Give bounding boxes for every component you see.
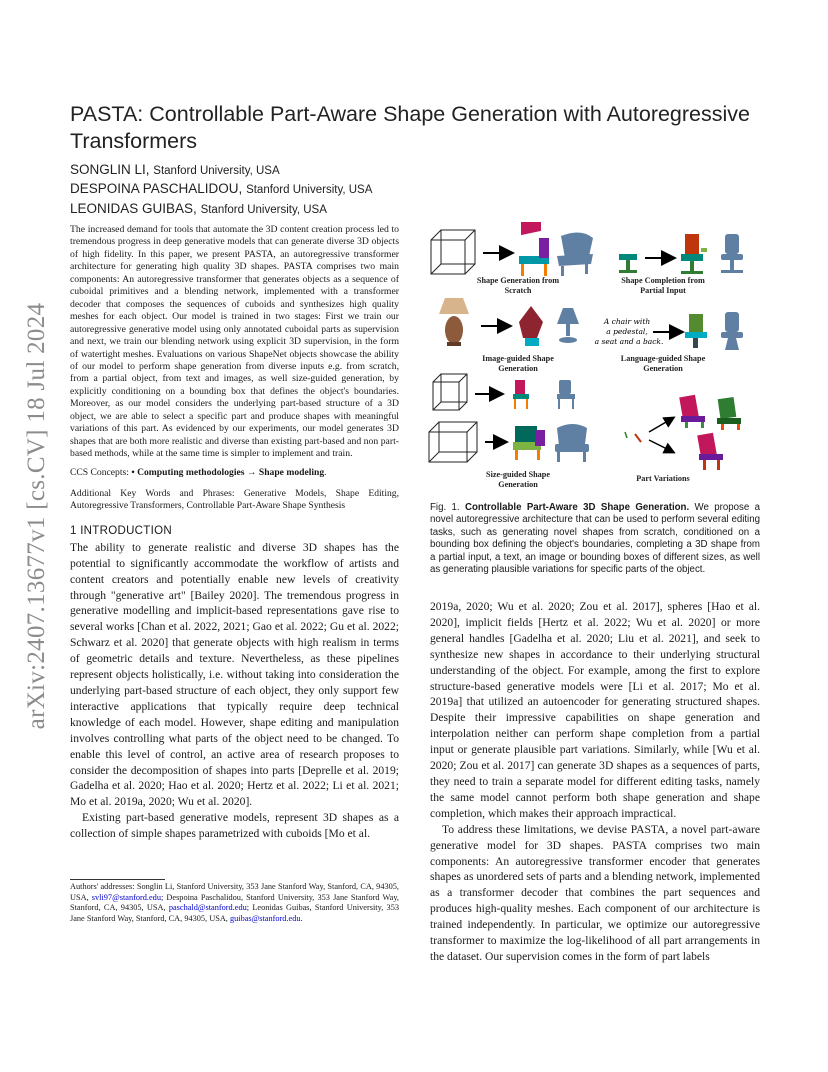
email-link-li[interactable]: svli97@stanford.edu xyxy=(91,892,161,902)
language-prompt-line-1: A chair with xyxy=(603,317,651,326)
arxiv-sidebar xyxy=(22,296,52,736)
completed-chair-icon xyxy=(681,234,707,274)
lamp-mesh-icon xyxy=(557,308,579,343)
language-chair-parts-icon xyxy=(685,314,707,348)
author-name: SONGLIN LI, xyxy=(70,162,150,177)
ccs-prefix: CCS Concepts: xyxy=(70,466,132,478)
size-guided-chair-large-icon xyxy=(513,426,545,460)
intro-paragraph-2: Existing part-based generative models, represent 3D shapes as a collection of simple shapes parametrized with cuboids [Mo et al. xyxy=(70,811,399,841)
table-lamp-image-icon xyxy=(439,298,469,346)
ccs-suffix: . xyxy=(324,466,327,478)
email-link-guibas[interactable]: guibas@stanford.edu xyxy=(229,913,301,923)
footnote-rule xyxy=(70,879,165,880)
keywords: Additional Key Words and Phrases: Generative Models, Shape Editing, Autoregressive Transformers, Controllable Part-Aware Shape Synthesis xyxy=(70,488,399,512)
partial-chair-icon xyxy=(619,254,637,273)
email-link-paschalidou[interactable]: paschald@stanford.edu xyxy=(168,903,247,913)
left-column xyxy=(70,224,399,842)
intro-paragraph-1: The ability to generate realistic and diverse 3D shapes has the potential to significantly accommodate the workflow of artists and content creators and potentially enable new levels of creativity through "generative art" [Bailey 2020]. The tremendous progress in generative modelling and implicit-based representations gave rise to several works [Chan et al. 2022, 2021; Gao et al. 2022; Gu et al. 2022; Schwarz et al. 2020] that generate objects with high realism in terms of geometric details and texture. Nevertheless, as these pipelines represent objects holistically, i.e. without taking into consideration the underlying part-based structure of each object, they only support few interactive applications that typically require deep technical knowledge of each model. However, shape editing and manipulation involves controlling what parts of the object need to be changed. To enable this level of control, an active area of research proposes to consider the decomposition of shapes into parts [Deprelle et al. 2019; Gadelha et al. 2020; Hao et al. 2020; Hertz et al. 2022; Li et al. 2021; Mo et al. 2019a, 2020; Wu et al. 2020]. xyxy=(70,540,399,809)
paper-title: PASTA: Controllable Part-Aware Shape Generation with Autoregressive Transformers xyxy=(70,102,750,153)
author-affiliation: Stanford University, USA xyxy=(246,184,373,196)
office-chair-mesh-icon xyxy=(721,234,743,273)
variation-chair-2-icon xyxy=(717,397,741,430)
ccs-concepts xyxy=(70,467,399,479)
label-image-guided: Image-guided Shape Generation xyxy=(482,354,554,373)
footnote-text: Authors' addresses: Songlin Li, Stanford University, 353 Jane Stanford Way, Stanford, CA, 94305, USA, xyxy=(70,882,399,902)
size-guided-chair-small-icon xyxy=(513,380,529,409)
label-language-guided: Language-guided Shape Generation xyxy=(620,354,706,373)
bounding-box-icon xyxy=(433,374,467,410)
figure-1-caption xyxy=(430,502,760,576)
caption-prefix: Fig. 1. xyxy=(430,502,460,513)
author-name: DESPOINA PASCHALIDOU, xyxy=(70,181,243,196)
label-size-guided: Size-guided Shape Generation xyxy=(486,470,550,489)
label-shape-generation-from-scratch: Shape Generation from Scratch xyxy=(476,276,560,295)
figure-1 xyxy=(423,222,763,494)
author-2 xyxy=(70,181,372,196)
lamp-parts-icon xyxy=(519,306,543,346)
language-prompt-line-2: a pedestal, xyxy=(606,327,648,336)
author-1 xyxy=(70,162,280,177)
right-column xyxy=(430,599,760,965)
label-part-variations: Part Variations xyxy=(636,474,690,483)
author-name: LEONIDAS GUIBAS, xyxy=(70,201,197,216)
section-heading-introduction: 1 INTRODUCTION xyxy=(70,524,172,537)
footnote-text: ; Leonidas Guibas, Stanford University, 353 Jane Stanford Way, Stanford, CA, 94305, USA, xyxy=(70,903,399,923)
language-chair-mesh-icon xyxy=(721,312,743,350)
authors-addresses-footnote xyxy=(70,882,399,924)
right-paragraph-1: 2019a, 2020; Wu et al. 2020; Zou et al. 2017], spheres [Hao et al. 2020], implicit fields [Hertz et al. 2022; Wu et al. 2020] or more general handles [Gadelha et al. 2020; Liu et al. 2021], and seek to synthesize new shapes in accordance to their underlying structural understanding of the object. For example, among the first to explore structure-based generative models were [Li et al. 2017; Mo et al. 2019a] that utilized an autoencoder for generating structured shapes. Despite their impressive capabilities on shape generation and interpolation neither can perform shape completion from a partial input or generate plausible part variations. Similarly, while [Wu et al. 2020; Zou et al. 2017] can generate 3D shapes as a sequences of parts, they need to train a separate model for different editing tasks, namely the same model cannot perform both shape generation and shape completion, which makes their approach impractical. xyxy=(430,600,760,820)
ccs-concept: • Computing methodologies → Shape modeling xyxy=(131,466,325,478)
wireframe-cube-icon xyxy=(431,230,475,274)
author-3 xyxy=(70,201,327,216)
arrow-icon xyxy=(649,418,673,432)
footnote-text: . xyxy=(300,913,303,923)
size-guided-mesh-small-icon xyxy=(557,380,575,409)
abstract: The increased demand for tools that automate the 3D content creation process led to tremendous progress in deep generative models that can generate diverse 3D objects of high fidelity. In this paper, we present PASTA, an autoregressive transformer architecture for generating high quality 3D shapes. PASTA comprises two main components: An autoregressive transformer that generates objects as a sequence of cuboidal primitives and a blending network, implemented with a transformer decoder that composes the sequences of cuboids and synthesizes high quality meshes for each object. Our model is trained in two stages: First we train our autoregressive generative model using only annotated cuboidal parts as supervision and next, we train our blending network using explicit 3D supervision, in the form of watertight meshes. Evaluations on various ShapeNet objects showcase the ability of our model to perform shape generation from diverse inputs e.g. from scratch, from a partial object, from text and images, as well size-guided generation, by explicitly conditioning on a bounding box that defines the object's boundaries. Moreover, as our model considers the underlying part-based structure of a 3D object, we are able to select a specific part and produce shapes with meaningful variations of this part. As evidenced by our experiments, our model generates 3D shapes that are both more realistic and diverse than existing part-based and non part-based methods, while at the same time is simpler to implement and train. xyxy=(70,224,399,460)
bounding-box-large-icon xyxy=(429,422,477,462)
variation-chair-3-icon xyxy=(697,433,723,470)
right-paragraph-2: To address these limitations, we devise PASTA, a novel part-aware generative model for 3D shapes. PASTA comprises two main components: An autoregressive transformer encoder that generates shapes as unordered sets of parts and a blending network, implemented as a transformer decoder that combines the part sequences and produces high-quality meshes. Each component of our architecture is trained independently. In particular, we optimize our autoregressive transformer to maximize the log-likelihood of all part arrangements in the dataset. Our supervision comes in the form of part labels xyxy=(430,822,761,963)
label-shape-completion: Shape Completion from Partial Input xyxy=(621,276,705,295)
author-affiliation: Stanford University, USA xyxy=(153,165,280,177)
arxiv-id: arXiv:2407.13677v1 [cs.CV] 18 Jul 2024 xyxy=(23,302,50,730)
chair-mesh-icon xyxy=(557,232,593,276)
caption-title: Controllable Part-Aware 3D Shape Generation. xyxy=(464,502,690,513)
caption-body: We propose a novel autoregressive architecture that can be used to perform several editing tasks, such as generating novel shapes from scratch, conditioned on a bounding box defining the object's boundaries, completing a 3D shape from a partial input, a text, an image or bounding boxes of different sizes, as well as generating plausible variations for specific parts of the object. xyxy=(430,502,760,576)
variation-chair-1-icon xyxy=(679,395,705,428)
arrow-icon xyxy=(649,440,673,452)
part-input-icon xyxy=(625,432,641,442)
size-guided-mesh-large-icon xyxy=(555,424,589,462)
author-affiliation: Stanford University, USA xyxy=(200,204,327,216)
language-prompt-line-3: a seat and a back. xyxy=(594,337,664,346)
colored-part-chair-icon xyxy=(519,222,549,276)
footnote-text: ; Despoina Paschalidou, Stanford University, 353 Jane Stanford Way, Stanford, CA, 94305, USA, xyxy=(70,892,399,913)
